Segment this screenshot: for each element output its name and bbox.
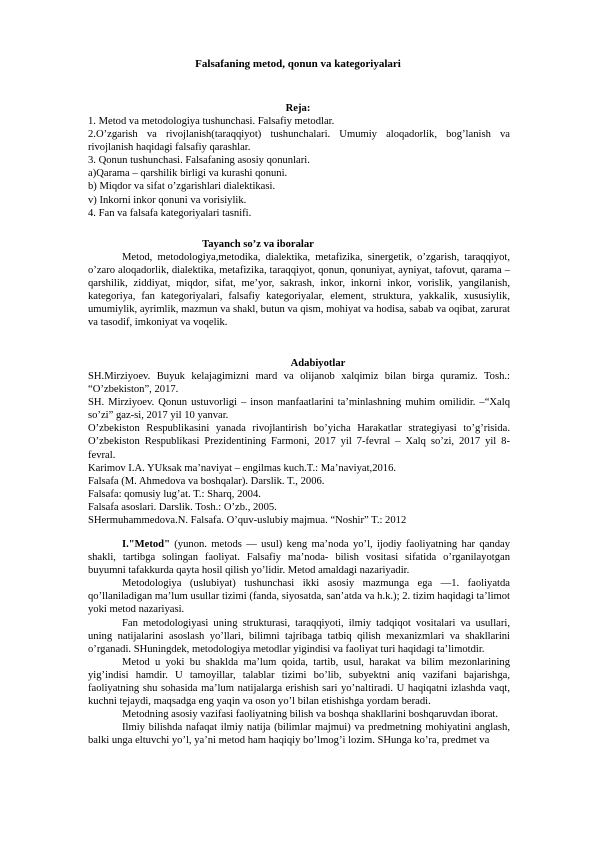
reference-item: SH.Mirziyoev. Buyuk kelajagimizni mard va olijanob xalqimiz bilan birga quramiz. Tosh.: “O’zbekiston”, 2017.: [88, 371, 510, 396]
plan-item: 1. Metod va metodologiya tushunchasi. Falsafiy metodlar.: [88, 116, 335, 127]
keywords-block: [88, 251, 510, 330]
references-list: [88, 370, 510, 527]
plan-list: [88, 115, 510, 220]
plan-item: 4. Fan va falsafa kategoriyalari tasnifi.: [88, 207, 252, 219]
metod-term: I."Metod": [122, 539, 170, 550]
references-heading: Adabiyotlar: [290, 358, 346, 369]
body-paragraph: Metod u yoki bu shaklda ma’lum qoida, tartib, usul, harakat va bilim mezonlarining yig’indisi hamdir. U tamoyillar, talablar tizimi bo’lib, subyektni aniq vazifani bajarishga, faoliyatning shu sohasida ma’lum natijalarga erishish sari yo’naltiradi. U haqiqatni izlashda vaqt, kuchni tejaydi, maqsadga eng yaqin va oson yo’l bilan etishishga yordam beradi.: [88, 656, 510, 708]
body-paragraph: Metodning asosiy vazifasi faoliyatning bilish va boshqa shakllarini boshqaruvdan iborat.: [122, 709, 499, 721]
body-paragraph: Metodologiya (uslubiyat) tushunchasi ikki asosiy mazmunga ega —1. faoliyatda qo’llaniladigan ma’lum usullar tizimi (fanda, siyosatda, san’atda va h.k.); 2. tizim haqidagi ta’limot yoki metod nazariyasi.: [88, 578, 510, 616]
plan-item: b) Miqdor va sifat o’zgarishlari dialektikasi.: [88, 181, 276, 193]
reference-item: O’zbekiston Respublikasini yanada rivojlantirish bo’yicha Harakatlar strategiyasi to’g’risida. O’zbekiston Respublikasi Prezidentining Farmoni, 2017 yil 7-fevral – Xalq so’zi, 2017 yil 8-fevral.: [88, 423, 510, 461]
plan-heading: Reja:: [285, 103, 311, 114]
body-text: [88, 538, 510, 748]
metod-definition: (yunon. metods — usul) keng ma’noda yo’l, ijodiy faoliyatning har qanday shakli, tartibga solingan faoliyat. Falsafiy ma’noda- bilish vositasi sifatida o’rganilayotgan buyumni tafakkurda qayta hosil qilish yo’lidir. Metod amaldagi nazariyadir.: [88, 539, 510, 577]
reference-item: Falsafa: qomusiy lug’at. T.: Sharq, 2004.: [88, 488, 261, 500]
plan-item: 3. Qonun tushunchasi. Falsafaning asosiy qonunlari.: [88, 155, 310, 167]
body-paragraph: Ilmiy bilishda nafaqat ilmiy natija (bilimlar majmui) va predmetning mohiyatini anglash, balki unga eltuvchi yo’l, ya’ni metod ham haqiqiy bo’lmog’i lozim. SHunga ko’ra, predmet va: [88, 722, 510, 747]
body-paragraph: Fan metodologiyasi uning strukturasi, taraqqiyoti, ilmiy tadqiqot vositalari va usullari, uning natijalarini asoslash yo’llari, bilimni tajribaga tatbiq qilish mexanizmlari va shakllarini o’rganadi. SHuningdek, metodologiya metodlar yigindisi va faoliyat turi haqidagi ta’limotdir.: [88, 617, 510, 655]
plan-item: v) Inkorni inkor qonuni va vorisiylik.: [88, 194, 247, 206]
reference-item: Falsafa (M. Ahmedova va boshqalar). Darslik. T., 2006.: [88, 475, 325, 487]
reference-item: Karimov I.A. YUksak ma’naviyat – engilmas kuch.T.: Ma’naviyat,2016.: [88, 462, 397, 474]
body-paragraph: [88, 538, 510, 577]
reference-item: SH. Mirziyoev. Qonun ustuvorligi – inson manfaatlarini ta’minlashning muhim omilidir. –“Xalq so’zi” gaz-si, 2017 yil 10 yanvar.: [88, 397, 510, 422]
document-title: Falsafaning metod, qonun va kategoriyalari: [195, 58, 401, 70]
keywords-heading: Tayanch so’z va iboralar: [202, 239, 314, 250]
plan-item: 2.O’zgarish va rivojlanish(taraqqiyot) tushunchalari. Umumiy aloqadorlik, bog’lanish va rivojlanish haqidagi falsafiy qarashlar.: [88, 129, 510, 154]
reference-item: Falsafa asoslari. Darslik. Tosh.: O’zb., 2005.: [88, 501, 277, 513]
keywords-text: Metod, metodologiya,metodika, dialektika, metafizika, sinergetik, o’zgarish, taraqqiyot, o’zaro aloqadorlik, dialektika, metafizika, taraqqiyot, qonun, qonuniyat, ayniyat, tafovut, qarama – qarshilik, ziddiyat, miqdor, sifat, me’yor, sakrash, inkor, inkorni inkor, vorislik, yangilanish, kategoriya, fan kategoriyalari, falsafiy kategoriyalar, element, struktura, yakkalik, xususiylik, umumiylik, ayrimlik, mazmun va shakl, butun va qism, mohiyat va hodisa, sabab va oqibat, zarurat va tasodif, imkoniyat va voqelik.: [88, 252, 510, 329]
plan-item: a)Qarama – qarshilik birligi va kurashi qonuni.: [88, 168, 288, 180]
reference-item: SHermuhammedova.N. Falsafa. O’quv-uslubiy majmua. “Noshir” T.: 2012: [88, 515, 407, 527]
